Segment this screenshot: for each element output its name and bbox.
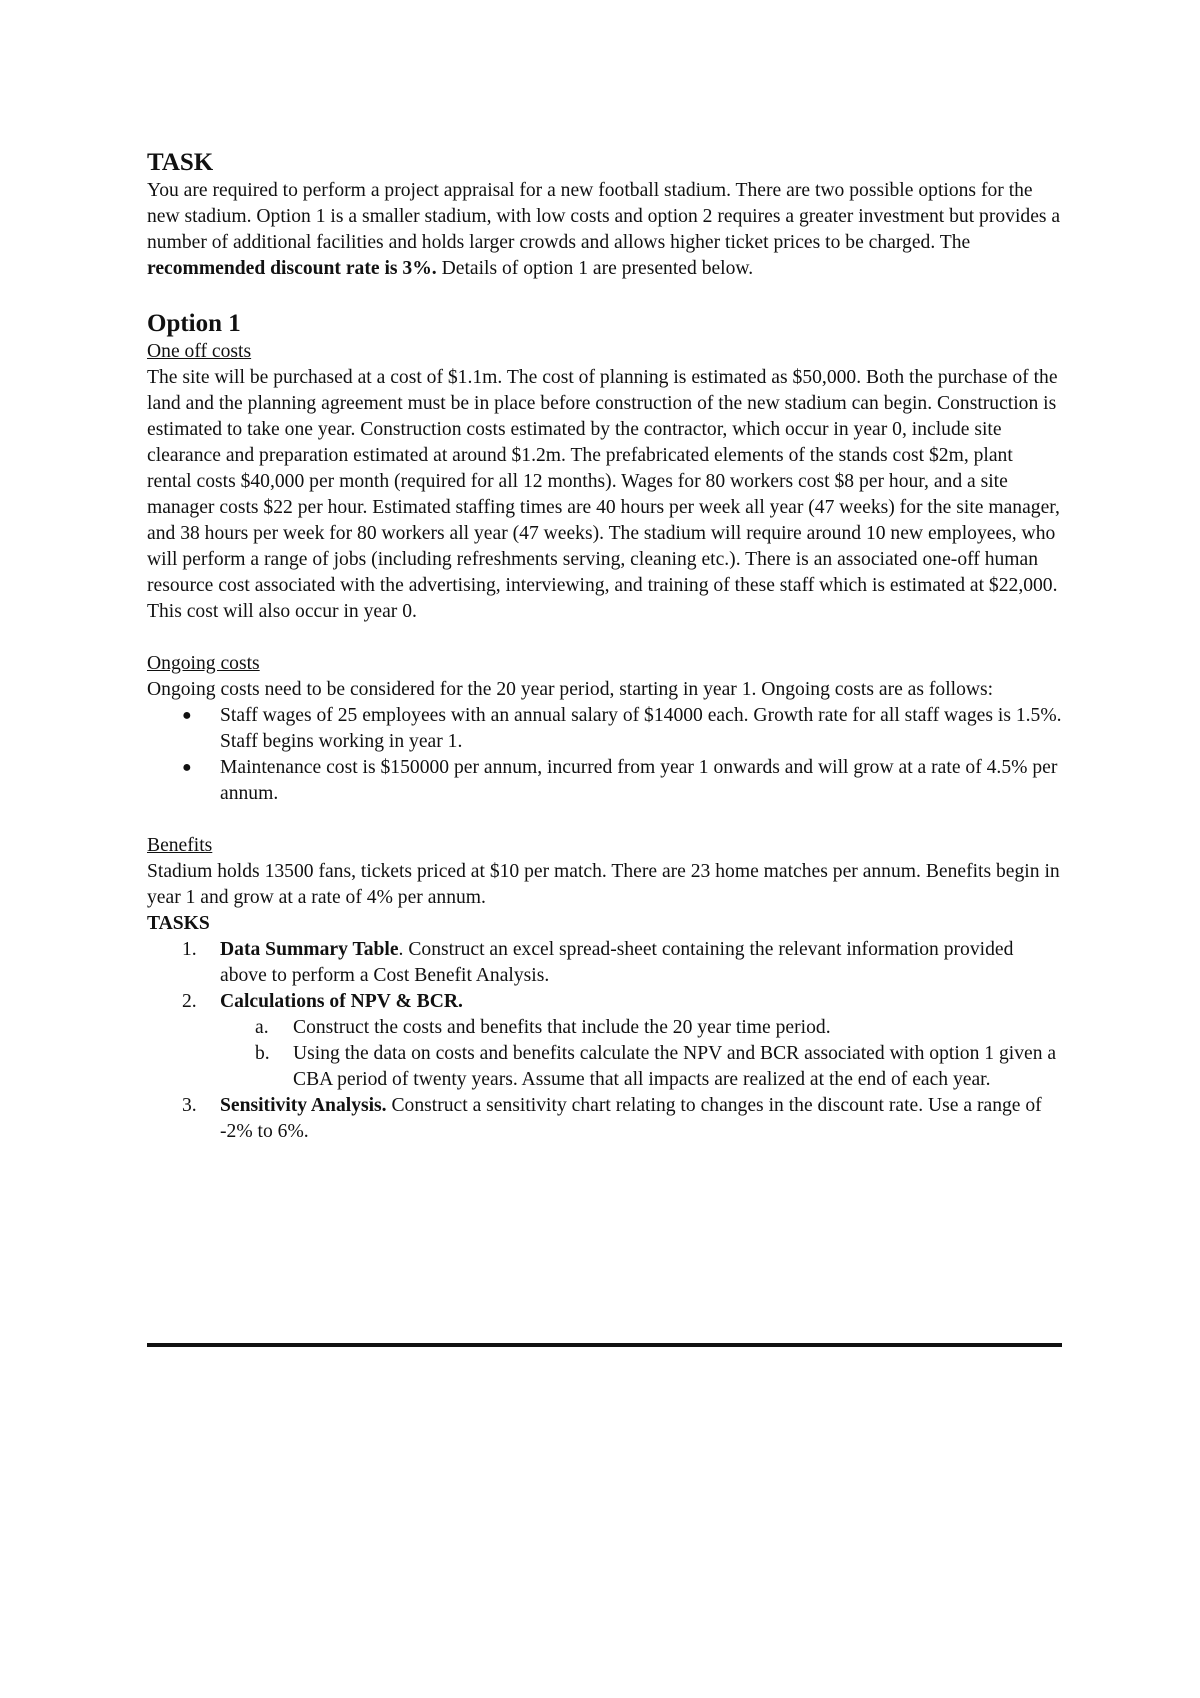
- subtask-letter: a.: [255, 1017, 269, 1038]
- bullet-icon: ●: [182, 759, 192, 776]
- tasks-heading: TASKS: [147, 913, 210, 934]
- benefits-heading: Benefits: [147, 835, 213, 856]
- bullet-icon: ●: [182, 707, 192, 724]
- ongoing-costs-text: Ongoing costs need to be considered for the 20 year period, starting in year 1. Ongoing costs are as follows:: [147, 679, 994, 700]
- option1-heading: Option 1: [147, 310, 241, 337]
- task-item-3: [147, 1093, 1062, 1145]
- tasks-list: [147, 937, 1062, 1145]
- subtask-item-b: [220, 1041, 1062, 1093]
- task-title: Data Summary Table: [220, 939, 399, 960]
- task-number: 2.: [182, 991, 197, 1012]
- subtask-text: Construct the costs and benefits that include the 20 year time period.: [293, 1017, 831, 1038]
- task-intro: [147, 178, 1062, 282]
- task-title: Sensitivity Analysis.: [220, 1095, 387, 1116]
- subtask-text: Using the data on costs and benefits calculate the NPV and BCR associated with option 1 given a CBA period of twenty years. Assume that all impacts are realized at the end of each year.: [293, 1043, 1057, 1090]
- discount-rate-emphasis: recommended discount rate is 3%.: [147, 258, 437, 279]
- task-intro-part-a: You are required to perform a project appraisal for a new football stadium. There are two possible options for the new stadium. Option 1 is a smaller stadium, with low costs and option 2 requires a greater investment but provides a number of additional facilities and holds larger crowds and allows higher ticket prices to be charged. The: [147, 180, 1061, 253]
- subtask-letter: b.: [255, 1043, 270, 1064]
- subtask-item-a: [220, 1015, 1062, 1041]
- ongoing-costs-list: [147, 703, 1062, 807]
- list-item-text: Staff wages of 25 employees with an annual salary of $14000 each. Growth rate for all staff wages is 1.5%. Staff begins working in year 1.: [220, 705, 1062, 752]
- one-off-costs-text: The site will be purchased at a cost of $1.1m. The cost of planning is estimated as $50,000. Both the purchase of the land and the planning agreement must be in place before construction of the new stadium can begin. Construction is estimated to take one year. Construction costs estimated by the contractor, which occur in year 0, include site clearance and preparation estimated at around $1.2m. The prefabricated elements of the stands cost $2m, plant rental costs $40,000 per month (required for all 12 months). Wages for 80 workers cost $8 per hour, and a site manager costs $22 per hour. Estimated staffing times are 40 hours per week all year (47 weeks) for the site manager, and 38 hours per week for 80 workers all year (47 weeks). The stadium will require around 10 new employees, who will perform a range of jobs (including refreshments serving, cleaning etc.). There is an associated one-off human resource cost associated with the advertising, interviewing, and training of these staff which is estimated at $22,000. This cost will also occur in year 0.: [147, 367, 1060, 622]
- task-title: Calculations of NPV & BCR.: [220, 991, 463, 1012]
- ongoing-costs-heading: Ongoing costs: [147, 653, 260, 674]
- list-item-text: Maintenance cost is $150000 per annum, incurred from year 1 onwards and will grow at a rate of 4.5% per annum.: [220, 757, 1058, 804]
- subtasks-list: [220, 1015, 1062, 1093]
- task-text: . Construct an excel spread-sheet containing the relevant information provided above to perform a Cost Benefit Analysis.: [220, 939, 1014, 986]
- document-page: [147, 148, 1062, 1145]
- horizontal-rule: [147, 1343, 1062, 1347]
- list-item: [147, 755, 1062, 807]
- one-off-costs-heading: One off costs: [147, 341, 252, 362]
- task-number: 1.: [182, 939, 197, 960]
- task-item-2: [147, 989, 1062, 1093]
- list-item: [147, 703, 1062, 755]
- task-text: Construct a sensitivity chart relating to changes in the discount rate. Use a range of -2% to 6%.: [220, 1095, 1042, 1142]
- task-intro-part-b: Details of option 1 are presented below.: [436, 258, 754, 279]
- task-heading: TASK: [147, 149, 214, 176]
- task-number: 3.: [182, 1095, 197, 1116]
- task-item-1: [147, 937, 1062, 989]
- benefits-text: Stadium holds 13500 fans, tickets priced at $10 per match. There are 23 home matches per annum. Benefits begin in year 1 and grow at a rate of 4% per annum.: [147, 861, 1060, 908]
